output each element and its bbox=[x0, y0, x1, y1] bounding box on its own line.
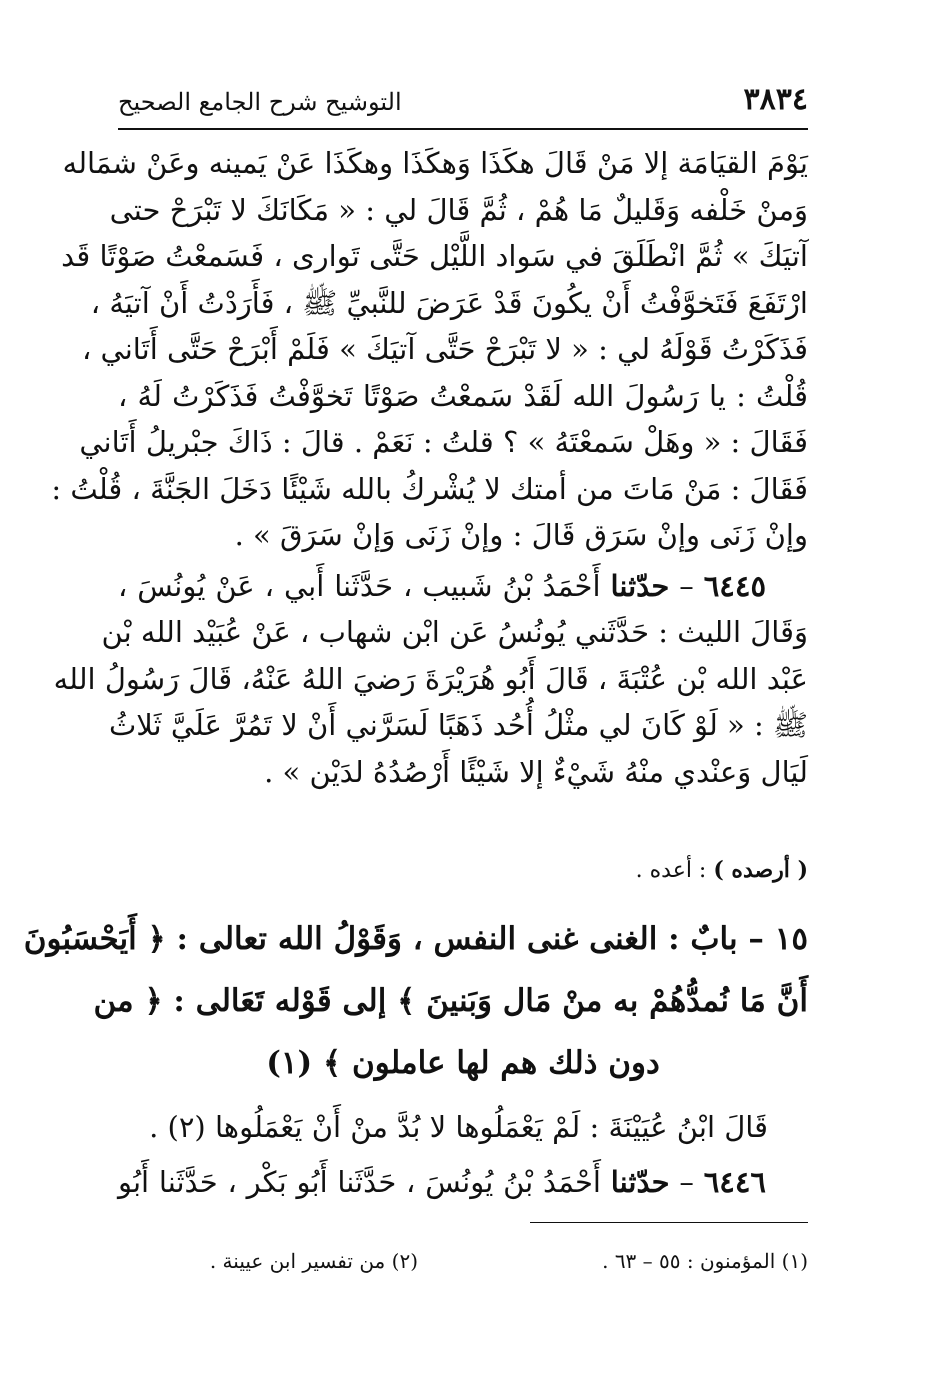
text-line: لَيَال وَعنْدي منْهُ شَيْءٌ إلا شَيْئًا أَرْصُدُهُ لدَيْن » . bbox=[264, 754, 808, 789]
hadith-dash: – bbox=[679, 1164, 694, 1199]
hadith-text: أَحْمَدُ بْنُ شَبيب ، حَدَّثَنا أَبي ، عَنْ يُونُسَ ، bbox=[118, 568, 601, 603]
hadith-number: ٦٤٤٦ bbox=[703, 1164, 767, 1199]
text-line: قَالَ ابْنُ عُيَيْنَةَ : لَمْ يَعْمَلُوها لا بُدَّ منْ أَنْ يَعْمَلُوها (٢) . bbox=[149, 1110, 768, 1144]
gloss-definition: : أعده . bbox=[635, 858, 707, 883]
chapter-line: أَنَّ مَا نُمدُّهُمْ به منْ مَال وَبَنينَ ﴾ إلى قَوْله تَعَالى : ﴿ من bbox=[93, 983, 808, 1019]
chapter-heading bbox=[23, 908, 808, 1094]
running-title: التوشيح شرح الجامع الصحيح bbox=[118, 88, 402, 116]
text-line: آتيَكَ » ثُمَّ انْطَلَقَ في سَواد اللَّيْل حَتَّى تَوارى ، فَسَمعْتُ صَوْتًا قَد bbox=[61, 239, 808, 273]
footnote: (٢) من تفسير ابن عيينة . bbox=[209, 1249, 418, 1273]
hadith-opening: حدّثنا bbox=[610, 568, 670, 603]
hadith-6445-first-line bbox=[118, 563, 808, 610]
chapter-body bbox=[118, 1104, 808, 1205]
hadith-text: أَحْمَدُ بْنُ يُونُسَ ، حَدَّثَنا أَبُو بَكْر ، حَدَّثَنا أَبُو bbox=[118, 1164, 601, 1199]
page-number: ٣٨٣٤ bbox=[743, 82, 808, 117]
page-header bbox=[118, 78, 808, 130]
hadith-opening: حدّثنا bbox=[610, 1164, 670, 1199]
text-line: وَقَالَ الليث : حَدَّثَني يُونُسُ عَن ابْن شهاب ، عَنْ عُبَيْد الله بْن bbox=[101, 615, 808, 649]
text-line: ارْتَفَعَ فَتَخوَّفْتُ أَنْ يكُونَ قَدْ عَرَضَ للنَّبيِّ ﷺ ، فَأَرَدْتُ أَنْ آتيَهُ ، bbox=[90, 285, 808, 320]
text-line: عَبْد الله بْن عُتْبَةَ ، قَالَ أَبُو هُرَيْرَةَ رَضيَ اللهُ عَنْهُ، قَالَ رَسُولُ الله bbox=[53, 661, 808, 696]
hadith-number: ٦٤٤٥ bbox=[703, 568, 767, 603]
text-line: وإنْ زَنَى وإنْ سَرَق قَالَ : وإنْ زَنَى وَإنْ سَرَقَ » . bbox=[234, 518, 808, 552]
header-rule bbox=[118, 128, 808, 130]
text-line: فَقَالَ : مَنْ مَاتَ من أمتك لا يُشْركُ بالله شَيْئًا دَخَلَ الجَنَّةَ ، قُلْتُ : bbox=[51, 471, 808, 506]
text-line: يَوْمَ القيَامَة إلا مَنْ قَالَ هكَذَا وَهكَذَا وهكَذَا عَنْ يَمينه وعَنْ شمَاله bbox=[62, 146, 808, 180]
word-gloss bbox=[208, 852, 808, 889]
footnotes bbox=[190, 1244, 808, 1278]
text-line: فَقَالَ : « وهَلْ سَمعْتَهُ » ؟ قلتُ : نَعَمْ . قالَ : ذَاكَ جبْريلُ أَتَاني bbox=[79, 425, 808, 459]
text-line: وَمنْ خَلْفه وَقَليلٌ مَا هُمْ ، ثُمَّ قَالَ لي : « مَكَانَكَ لا تَبْرَحْ حتى bbox=[109, 192, 808, 227]
gloss-term: ( أرصده ) bbox=[713, 857, 808, 883]
chapter-line: دون ذلك هم لها عاملون ﴾ (١) bbox=[266, 1045, 660, 1081]
chapter-line: ١٥ – بابٌ : الغنى غنى النفس ، وَقَوْلُ الله تعالى : ﴿ أَيَحْسَبُونَ bbox=[23, 921, 808, 957]
hadith-6446-first-line bbox=[118, 1159, 808, 1206]
main-text bbox=[51, 140, 809, 795]
footnote-rule bbox=[530, 1222, 808, 1223]
text-line: قُلْتُ : يا رَسُولَ الله لَقَدْ سَمعْتُ صَوْتًا تَخوَّفْتُ فَذَكَرْتُ لَهُ ، bbox=[118, 378, 809, 413]
text-line: فَذَكَرْتُ قَوْلَهُ لي : « لا تَبْرَحْ حَتَّى آتيَكَ » فَلَمْ أَبْرَحْ حَتَّى أَتَاني ، bbox=[81, 332, 808, 366]
text-line: ﷺ : « لَوْ كَانَ لي مثْلُ أُحُد ذَهَبًا لَسَرَّني أَنْ لا تَمُرَّ عَلَيَّ ثَلاثُ bbox=[108, 708, 808, 742]
hadith-dash: – bbox=[679, 568, 694, 603]
footnote: (١) المؤمنون : ٥٥ – ٦٣ . bbox=[602, 1249, 808, 1273]
